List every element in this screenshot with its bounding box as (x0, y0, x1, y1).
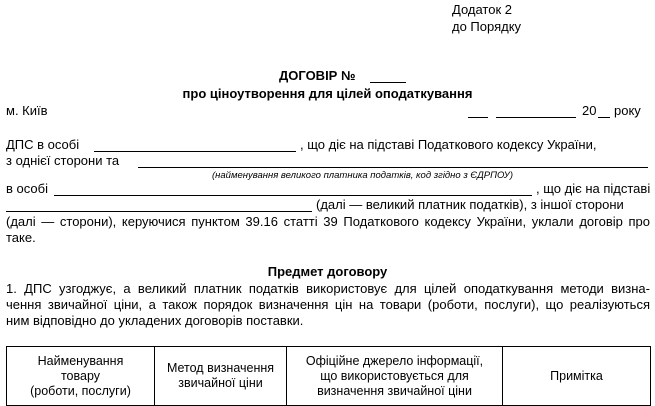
party-row2-start: з однієї сторони та (6, 153, 120, 168)
party-row6: таке. (6, 230, 36, 245)
party-row4-line (6, 211, 312, 212)
party-row1-end: , що діє на підставі Податкового кодексу України, (300, 137, 597, 152)
date-year-line (598, 117, 610, 118)
date-day-line (468, 117, 488, 118)
appendix-line-2: до Порядку (452, 19, 522, 34)
table-header-method: Метод визначення звичайної ціни (155, 347, 287, 406)
party-row2-note: (найменування великого платника податків, код згідно з ЄДРПОУ) (212, 170, 514, 181)
date-year-word: року (614, 103, 641, 118)
clause-1-line-3: ним відповідно до укладених договорів поставки. (6, 313, 304, 328)
table-header-row (7, 347, 651, 406)
party-row1-line (94, 151, 296, 152)
party-row1-start: ДПС в особі (6, 137, 80, 152)
table-header-source: Офіційне джерело інформації, що використовується для визначення звичайної ціни (287, 347, 503, 406)
date-year-prefix: 20 (582, 103, 597, 118)
party-row3-line (54, 195, 532, 196)
pricing-table (6, 346, 651, 406)
party-row4: (далі — великий платник податків), з іншої сторони (316, 197, 624, 212)
clause-1-line-2: чення звичайної ціни, а також порядок визначення цін на товари (роботи, послуги), що реалізуються (6, 297, 650, 312)
title-number-line (370, 82, 406, 83)
party-row3-start: в особі (6, 181, 48, 196)
document-title: ДОГОВІР № (279, 68, 356, 83)
appendix-line-1: Додаток 2 (452, 2, 512, 17)
document-subtitle: про ціноутворення для цілей оподаткування (182, 86, 473, 101)
clause-1-line-1: 1. ДПС узгоджує, а великий платник податків використовує для цілей оподаткування методи визна- (6, 281, 650, 296)
place: м. Київ (6, 103, 48, 118)
section-title: Предмет договору (267, 264, 388, 279)
table-header-note: Примітка (503, 347, 651, 406)
party-row5: (далі — сторони), керуючися пунктом 39.16 статті 39 Податкового кодексу України, уклали договір про (6, 214, 650, 229)
party-row3-end: , що діє на підставі (536, 181, 651, 196)
table-header-product: Найменування товару (роботи, послуги) (7, 347, 155, 406)
date-month-line (496, 117, 576, 118)
